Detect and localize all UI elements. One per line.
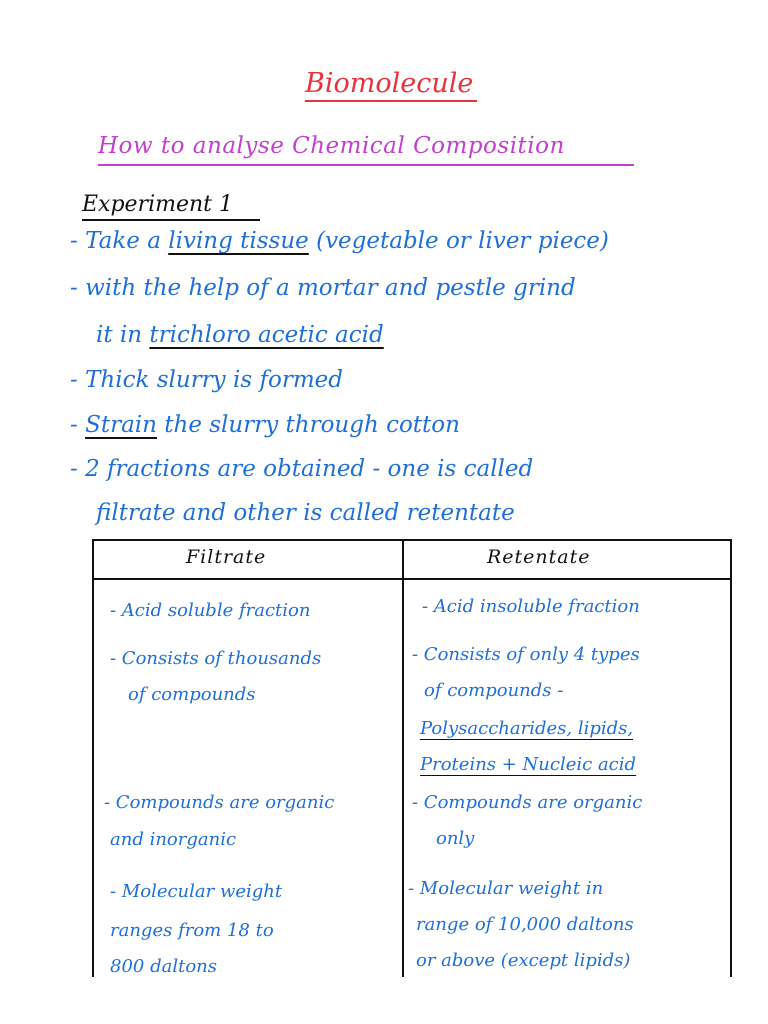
step-2: - with the help of a mortar and pestle grind xyxy=(70,275,576,301)
step-2-cont xyxy=(96,322,384,348)
retentate-cell-4a: - Molecular weight in xyxy=(408,878,604,899)
retentate-cell-3b: only xyxy=(436,828,475,849)
header-retentate: Retentate xyxy=(487,546,591,568)
step-4 xyxy=(70,412,460,438)
retentate-cell-2a: - Consists of only 4 types xyxy=(412,644,640,665)
comparison-table xyxy=(92,539,732,977)
retentate-cell-4c: or above (except lipids) xyxy=(416,950,631,971)
experiment-underline xyxy=(82,219,260,221)
step-4-underlined: Strain xyxy=(85,412,157,438)
step-5-cont: filtrate and other is called retentate xyxy=(96,500,515,526)
filtrate-cell-2a: - Consists of thousands xyxy=(110,648,322,669)
step-5: - 2 fractions are obtained - one is called xyxy=(70,456,534,482)
filtrate-cell-4c: 800 daltons xyxy=(110,956,217,977)
retentate-cell-2c-text: Polysaccharides, lipids, xyxy=(420,718,634,739)
retentate-cell-2d-text: Proteins + Nucleic acid xyxy=(420,754,637,775)
table-column-divider xyxy=(402,541,404,977)
filtrate-cell-4b: ranges from 18 to xyxy=(110,920,274,941)
retentate-cell-2b: of compounds - xyxy=(424,680,564,701)
filtrate-cell-4a: - Molecular weight xyxy=(110,881,283,902)
title-underline xyxy=(305,100,477,102)
step-2-underlined: trichloro acetic acid xyxy=(149,322,384,348)
section-heading: How to analyse Chemical Composition xyxy=(98,133,565,159)
filtrate-cell-2b: of compounds xyxy=(128,684,256,705)
retentate-cell-3a: - Compounds are organic xyxy=(412,792,643,813)
page-title: Biomolecule xyxy=(305,68,474,99)
experiment-label: Experiment 1 xyxy=(82,192,234,217)
header-filtrate: Filtrate xyxy=(186,546,267,568)
step-4-dash: - xyxy=(70,412,86,438)
step-1-underlined: living tissue xyxy=(168,228,309,254)
step-2-cont-text: it in xyxy=(96,322,150,348)
retentate-cell-2c xyxy=(420,711,633,747)
heading-underline xyxy=(98,164,634,166)
retentate-cell-1: - Acid insoluble fraction xyxy=(422,596,640,617)
filtrate-cell-3a: - Compounds are organic xyxy=(104,792,335,813)
retentate-cell-4b: range of 10,000 daltons xyxy=(416,914,634,935)
step-3: - Thick slurry is formed xyxy=(70,367,343,393)
step-4-rest: the slurry through cotton xyxy=(156,412,460,438)
table-header-rule xyxy=(94,578,730,580)
retentate-cell-2d xyxy=(420,747,636,783)
filtrate-cell-1: - Acid soluble fraction xyxy=(110,600,311,621)
filtrate-cell-3b: and inorganic xyxy=(110,829,237,850)
step-1 xyxy=(70,228,609,254)
step-1-rest: (vegetable or liver piece) xyxy=(308,228,609,254)
step-1-text: - Take a xyxy=(70,228,169,254)
